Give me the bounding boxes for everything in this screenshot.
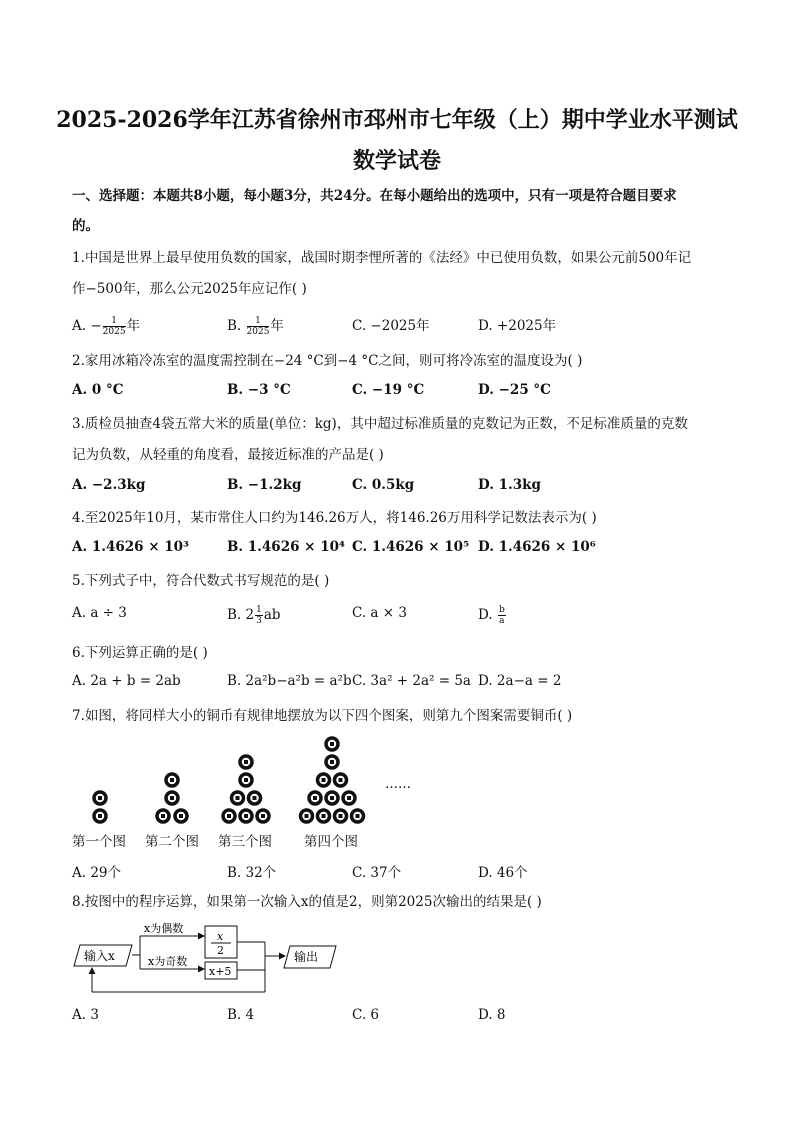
coin-hole bbox=[253, 796, 257, 800]
q4-option-b[interactable]: B. 1.4626 × 10⁴ bbox=[227, 539, 345, 555]
q7-stem: 7.如图，将同样大小的铜币有规律地摆放为以下四个图案，则第九个图案需要铜币( ) bbox=[72, 708, 573, 724]
q1-option-c[interactable]: C. −2025年 bbox=[352, 318, 430, 334]
q2-stem: 2.家用冰箱冷冻室的温度需控制在−24 °C到−4 °C之间，则可将冷冻室的温度设为( ) bbox=[72, 353, 583, 369]
title-line-1: 2025-2026学年江苏省徐州市邳州市七年级（上）期中学业水平测试 bbox=[56, 107, 738, 133]
coin-hole bbox=[236, 796, 240, 800]
flow-even-num: x bbox=[217, 930, 224, 943]
q5-stem: 5.下列式子中，符合代数式书写规范的是( ) bbox=[72, 573, 330, 589]
flow-output-label: 输出 bbox=[294, 950, 319, 964]
q4-option-c[interactable]: C. 1.4626 × 10⁵ bbox=[352, 539, 469, 555]
q6-option-b[interactable]: B. 2a²b−a²b = a²b bbox=[227, 673, 352, 689]
coin-hole bbox=[339, 814, 343, 818]
q7-pattern-3 bbox=[223, 756, 269, 822]
q6-options bbox=[72, 673, 732, 693]
coin-hole bbox=[98, 814, 102, 818]
q5-option-b[interactable]: B. 2 $\frac{1}{3}$ ab bbox=[227, 605, 281, 626]
q8-options bbox=[72, 1007, 732, 1027]
flow-input-label: 输入x bbox=[84, 949, 115, 963]
coin-hole bbox=[356, 814, 360, 818]
q7-pattern-4 bbox=[301, 738, 364, 822]
q8-flowchart bbox=[70, 918, 350, 1002]
coin-hole bbox=[322, 814, 326, 818]
q2-option-a[interactable]: A. 0 °C bbox=[72, 382, 124, 398]
q6-option-a[interactable]: A. 2a + b = 2ab bbox=[72, 673, 181, 689]
q8-option-d[interactable]: D. 8 bbox=[478, 1007, 506, 1023]
q2-option-c[interactable]: C. −19 °C bbox=[352, 382, 425, 398]
q7-fig-label-1: 第一个图 bbox=[72, 834, 126, 850]
q4-option-a[interactable]: A. 1.4626 × 10³ bbox=[72, 539, 189, 555]
flow-even-den: 2 bbox=[217, 944, 224, 957]
q5-options bbox=[72, 605, 732, 625]
q3-stem-cont: 记为负数，从轻重的角度看，最接近标准的产品是( ) bbox=[72, 447, 384, 463]
q5-option-a[interactable]: A. a ÷ 3 bbox=[72, 605, 127, 621]
q6-option-d[interactable]: D. 2a−a = 2 bbox=[478, 673, 562, 689]
coin-hole bbox=[322, 778, 326, 782]
coin-hole bbox=[347, 796, 351, 800]
coin-hole bbox=[170, 796, 174, 800]
q7-options bbox=[72, 861, 732, 881]
coin-hole bbox=[161, 814, 165, 818]
q8-option-c[interactable]: C. 6 bbox=[352, 1007, 380, 1023]
coin-hole bbox=[305, 814, 309, 818]
q7-option-b[interactable]: B. 32个 bbox=[227, 865, 277, 881]
flow-odd-label: x为奇数 bbox=[148, 955, 188, 968]
coin-hole bbox=[244, 778, 248, 782]
q1-stem-cont: 作−500年，那么公元2025年应记作( ) bbox=[72, 281, 307, 297]
q3-option-b[interactable]: B. −1.2kg bbox=[227, 477, 302, 493]
q8-option-b[interactable]: B. 4 bbox=[227, 1007, 255, 1023]
coin-hole bbox=[261, 814, 265, 818]
q3-stem: 3.质检员抽查4袋五常大米的质量(单位：kg)，其中超过标准质量的克数记为正数，不足标准质量的克数 bbox=[72, 416, 688, 432]
coin-hole bbox=[313, 796, 317, 800]
q8-option-a[interactable]: A. 3 bbox=[72, 1007, 99, 1023]
q7-fig-label-3: 第三个图 bbox=[218, 834, 272, 850]
q3-options bbox=[72, 477, 732, 497]
coin-hole bbox=[244, 814, 248, 818]
title-line-2: 数学试卷 bbox=[352, 148, 441, 174]
q5-option-c[interactable]: C. a × 3 bbox=[352, 605, 407, 621]
q4-stem: 4.至2025年10月，某市常住人口约为146.26万人，将146.26万用科学记数法表示为( ) bbox=[72, 510, 597, 526]
q3-option-c[interactable]: C. 0.5kg bbox=[352, 477, 415, 493]
q2-option-b[interactable]: B. −3 °C bbox=[227, 382, 291, 398]
q2-option-d[interactable]: D. −25 °C bbox=[478, 382, 551, 398]
q7-option-c[interactable]: C. 37个 bbox=[352, 865, 402, 881]
q1-options bbox=[72, 314, 732, 337]
q6-stem: 6.下列运算正确的是( ) bbox=[72, 645, 208, 661]
q7-option-a[interactable]: A. 29个 bbox=[72, 865, 122, 881]
q1-stem: 1.中国是世界上最早使用负数的国家，战国时期李悝所著的《法经》中已使用负数，如果公元前500年记 bbox=[72, 250, 692, 266]
coin-hole bbox=[330, 760, 334, 764]
section-header: 一、选择题：本题共8小题，每小题3分，共24分。在每小题给出的选项中，只有一项是符合题目要求 bbox=[72, 188, 677, 204]
q7-pattern-1 bbox=[94, 792, 106, 822]
q1-option-b[interactable]: B. $\frac{1}{2025}$ 年 bbox=[227, 316, 284, 337]
coin-hole bbox=[170, 778, 174, 782]
flow-odd-op: x+5 bbox=[209, 965, 232, 978]
coin-hole bbox=[227, 814, 231, 818]
q6-option-c[interactable]: C. 3a² + 2a² = 5a bbox=[352, 673, 471, 689]
q7-pattern-2 bbox=[157, 774, 187, 822]
q1-option-a[interactable]: A. − $\frac{1}{2025}$ 年 bbox=[72, 316, 141, 337]
q4-options bbox=[72, 539, 732, 559]
q3-option-d[interactable]: D. 1.3kg bbox=[478, 477, 541, 493]
q5-option-d[interactable]: D. $\frac{b}{a}$ bbox=[478, 605, 505, 626]
q8-stem: 8.按图中的程序运算，如果第一次输入x的值是2，则第2025次输出的结果是( ) bbox=[72, 894, 542, 910]
q7-option-d[interactable]: D. 46个 bbox=[478, 865, 528, 881]
section-header-cont: 的。 bbox=[72, 218, 99, 234]
q7-fig-label-4: 第四个图 bbox=[304, 834, 358, 850]
q2-options bbox=[72, 382, 732, 402]
coin-hole bbox=[330, 742, 334, 746]
q3-option-a[interactable]: A. −2.3kg bbox=[72, 477, 146, 493]
coin-hole bbox=[339, 778, 343, 782]
coin-hole bbox=[98, 796, 102, 800]
q1-option-d[interactable]: D. +2025年 bbox=[478, 318, 557, 334]
q7-fig-label-2: 第二个图 bbox=[145, 834, 199, 850]
q7-ellipsis: …… bbox=[385, 777, 411, 792]
coin-hole bbox=[330, 796, 334, 800]
coin-hole bbox=[179, 814, 183, 818]
flow-even-label: x为偶数 bbox=[144, 922, 184, 935]
coin-hole bbox=[244, 760, 248, 764]
q4-option-d[interactable]: D. 1.4626 × 10⁶ bbox=[478, 539, 596, 555]
